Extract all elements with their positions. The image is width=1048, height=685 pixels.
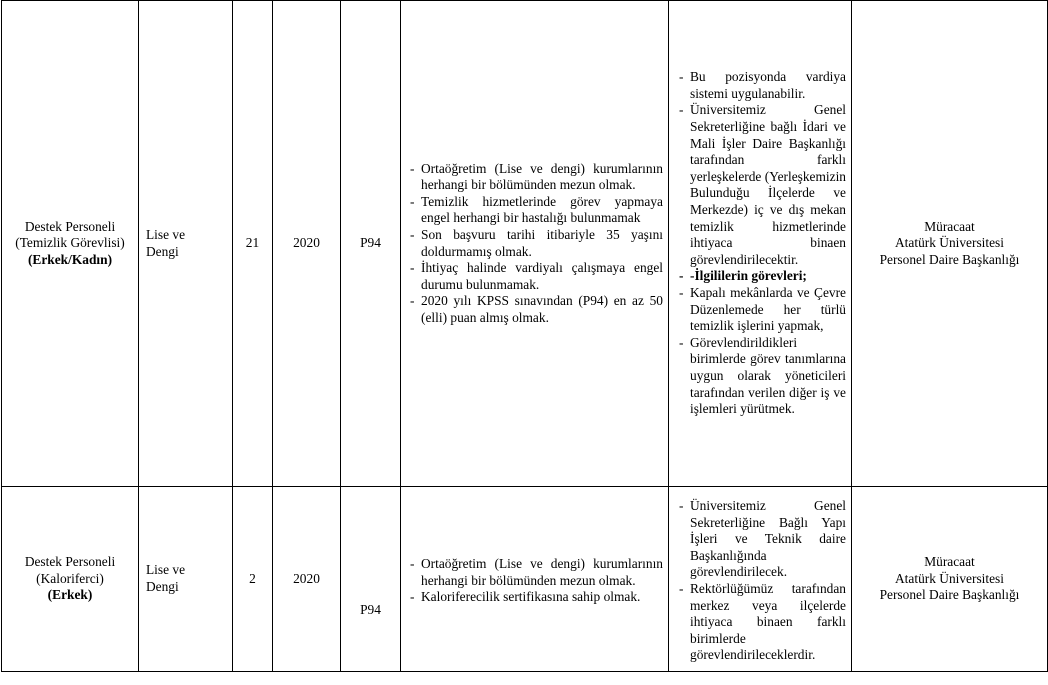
- duty-item: - Rektörlüğümüz tarafından merkez veya ilçelerde ihtiyaca binaen farklı birimlerde görevlendirileceklerdir.: [674, 581, 846, 664]
- requirements-list: [401, 556, 668, 606]
- requirement-item: - İhtiyaç halinde vardiyalı çalışmaya engel durumu bulunmamak.: [405, 260, 663, 293]
- duties-list: [669, 498, 851, 664]
- education-cell: [139, 1, 233, 487]
- application-line-3: Personel Daire Başkanlığı: [879, 251, 1020, 267]
- position-title: Destek Personeli: [24, 554, 116, 570]
- requirement-item: - Temizlik hizmetlerinde görev yapmaya engel herhangi bir hastalığı bulunmamak: [405, 194, 663, 227]
- education-cell: [139, 487, 233, 672]
- application-cell: [852, 1, 1048, 487]
- requirements-cell: [401, 1, 669, 487]
- position-cell: [2, 1, 139, 487]
- education-line-2: Dengi: [146, 579, 179, 594]
- application-line-2: Atatürk Üniversitesi: [895, 570, 1004, 586]
- duties-cell: [669, 487, 852, 672]
- duty-item: - Bu pozisyonda vardiya sistemi uygulanabilir.: [674, 69, 846, 102]
- table-row: [2, 1, 1048, 487]
- application-line-3: Personel Daire Başkanlığı: [879, 587, 1020, 603]
- duty-item: - Üniversitemiz Genel Sekreterliğine Bağlı Yapı İşleri ve Teknik daire Başkanlığında görevlendirilecek.: [674, 498, 846, 581]
- position-subtitle: (Temizlik Görevlisi): [15, 235, 125, 251]
- education-line-2: Dengi: [146, 243, 179, 259]
- requirements-list: [401, 161, 668, 327]
- year-cell: 2020: [273, 1, 341, 487]
- application-cell: [852, 487, 1048, 672]
- requirement-item: - Ortaöğretim (Lise ve dengi) kurumlarının herhangi bir bölümünden mezun olmak.: [405, 161, 663, 194]
- application-line-1: Müracaat: [924, 554, 975, 570]
- positions-table: [1, 0, 1048, 672]
- requirement-item: - Ortaöğretim (Lise ve dengi) kurumlarının herhangi bir bölümünden mezun olmak.: [405, 556, 663, 589]
- position-cell: [2, 487, 139, 672]
- requirement-item: - Kaloriferecilik sertifikasına sahip olmak.: [405, 589, 663, 606]
- duty-item: - Görevlendirildikleri birimlerde görev tanımlarına uygun olarak yöneticileri tarafından verilen diğer iş ve işlemleri yürütmek.: [674, 335, 846, 418]
- position-subtitle: (Kaloriferci): [36, 570, 104, 586]
- requirement-item: - 2020 yılı KPSS sınavından (P94) en az 50 (elli) puan almış olmak.: [405, 293, 663, 326]
- duty-item: - Üniversitemiz Genel Sekreterliğine bağlı İdari ve Mali İşler Daire Başkanlığı tarafından farklı yerleşkelerde (Yerleşkemizin Bulunduğu İlçelerde ve Merkezde) iç ve dış mekan temizlik hizmetlerinde ihtiyaca binaen görevlendirilecektir.: [674, 102, 846, 268]
- score-type-cell: P94: [341, 1, 401, 487]
- count-cell: 21: [233, 1, 273, 487]
- duty-item: - Kapalı mekânlarda ve Çevre Düzenlemede her türlü temizlik işlerini yapmak,: [674, 285, 846, 335]
- year-cell: 2020: [273, 487, 341, 672]
- requirements-cell: [401, 487, 669, 672]
- education-line-1: Lise ve: [146, 226, 186, 242]
- position-gender: (Erkek): [47, 587, 93, 603]
- position-gender: (Erkek/Kadın): [27, 251, 113, 267]
- score-type-cell: P94: [341, 487, 401, 672]
- table-row: [2, 487, 1048, 672]
- application-line-2: Atatürk Üniversitesi: [895, 235, 1004, 251]
- duties-cell: [669, 1, 852, 487]
- education-line-1: Lise ve: [146, 562, 186, 578]
- application-line-1: Müracaat: [924, 218, 975, 234]
- position-title: Destek Personeli: [24, 218, 116, 234]
- duties-list: [669, 69, 851, 417]
- requirement-item: - Son başvuru tarihi itibariyle 35 yaşını doldurmamış olmak.: [405, 227, 663, 260]
- duties-heading: - -İlgililerin görevleri;: [674, 268, 846, 285]
- count-cell: 2: [233, 487, 273, 672]
